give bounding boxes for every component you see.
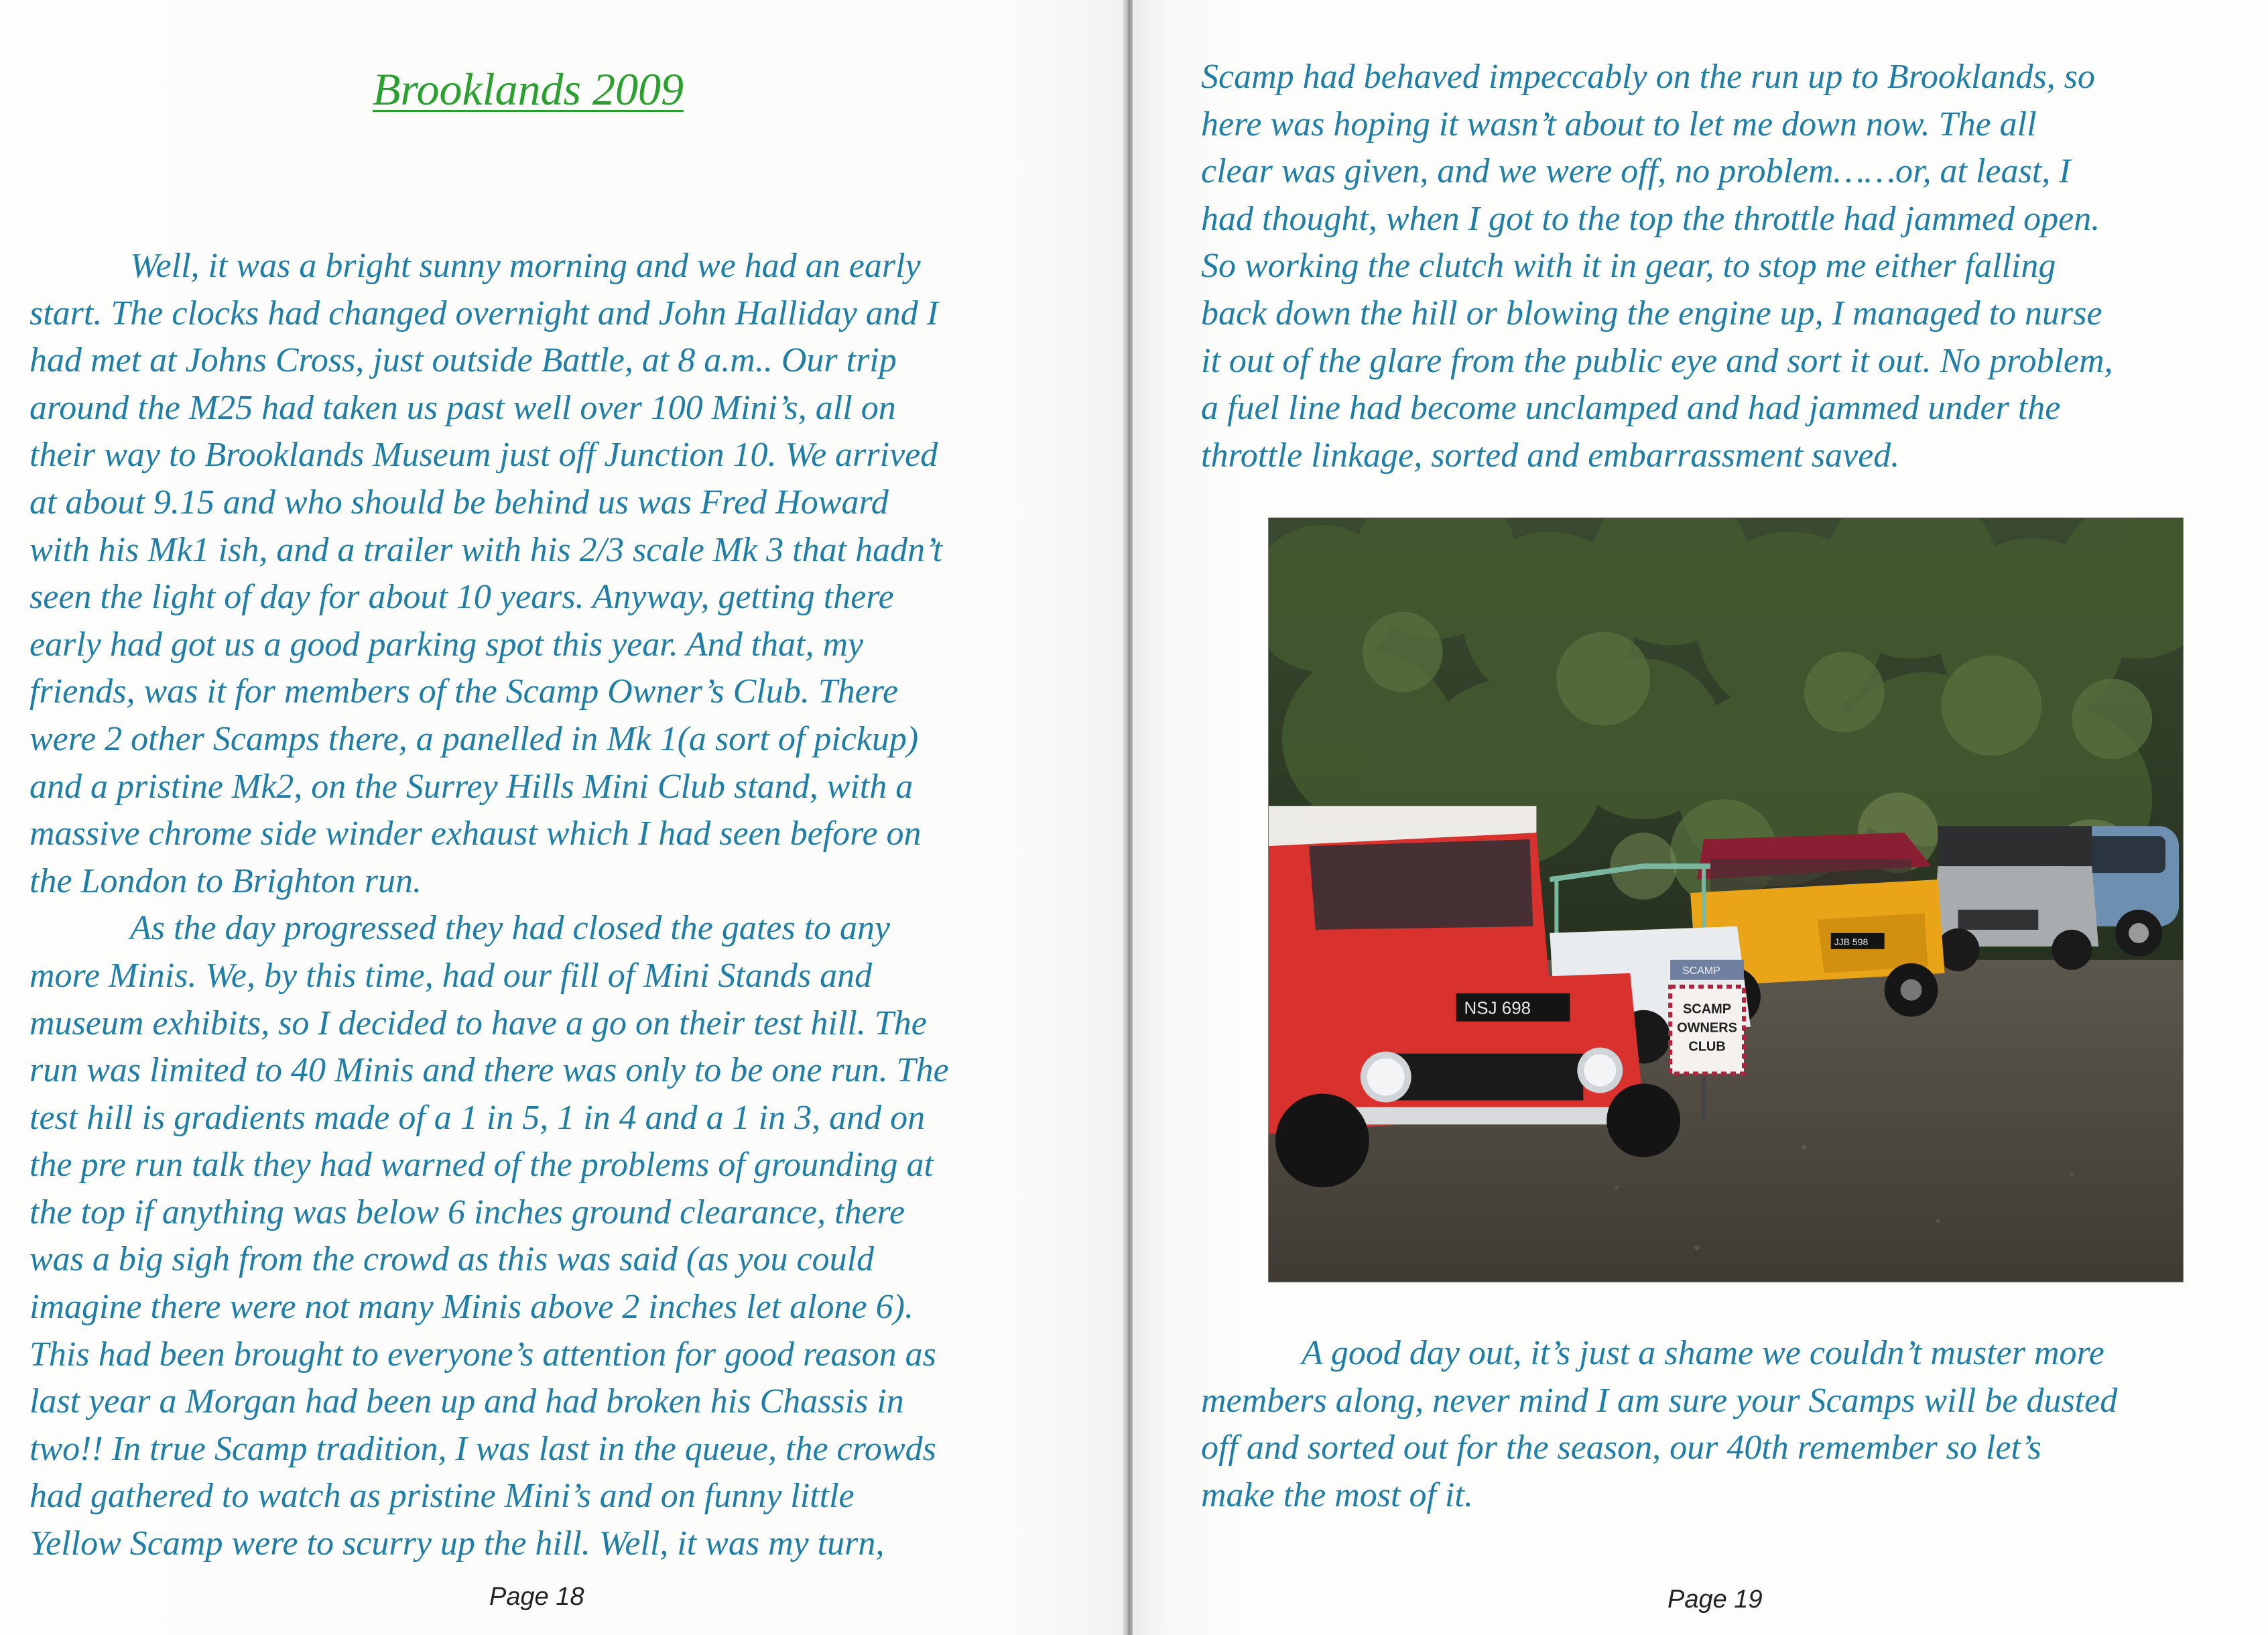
right-body-text-bottom [1201,1330,2117,1519]
text-line: two!! In true Scamp tradition, I was last in the queue, the crowds [29,1429,936,1468]
text-line: with his Mk1 ish, and a trailer with his 2/3 scale Mk 3 that hadn’t [29,530,943,569]
text-line: friends, was it for members of the Scamp Owner’s Club. There [29,672,899,711]
text-line: a fuel line had become unclamped and had jammed under the [1201,389,2061,428]
left-body-text [29,243,949,1568]
text-line: test hill is gradients made of a 1 in 5, 1 in 4 and a 1 in 3, and on [29,1098,926,1137]
white-badge: SCAMP [1682,965,1720,977]
article-title: Brooklands 2009 [373,64,684,115]
text-line: A good day out, it’s just a shame we couldn’t muster more [1302,1334,2104,1372]
text-line: run was limited to 40 Minis and there was only to be one run. The [29,1051,949,1090]
text-line: it out of the glare from the public eye and sort it out. No problem, [1201,341,2113,380]
text-line: members along, never mind I am sure your Scamps will be dusted [1201,1381,2118,1420]
text-line: imagine there were not many Minis above 2 inches let alone 6). [29,1288,914,1327]
text-line: As the day progressed they had closed the gates to any [130,909,891,948]
photo-illustration [1269,518,2183,1282]
red-plate: NSJ 698 [1464,999,1531,1018]
text-line: at about 9.15 and who should be behind us was Fred Howard [29,483,889,522]
text-line: the top if anything was below 6 inches ground clearance, there [29,1193,905,1231]
text-line: seen the light of day for about 10 years. Anyway, getting there [29,578,894,617]
sign-line-1: SCAMP [1683,1002,1732,1017]
scamp-cars-photo [1268,518,2184,1282]
text-line: here was hoping it wasn’t about to let me down now. The all [1201,105,2037,143]
text-line: were 2 other Scamps there, a panelled in Mk 1(a sort of pickup) [29,719,919,758]
text-line: early had got us a good parking spot this year. And that, my [29,625,864,664]
left-page [0,0,1126,1635]
text-line: Yellow Scamp were to scurry up the hill. Well, it was my turn, [29,1524,885,1563]
text-line: last year a Morgan had been up and had broken his Chassis in [29,1382,904,1421]
text-line: the pre run talk they had warned of the problems of grounding at [29,1146,934,1185]
text-line: This had been brought to everyone’s attention for good reason as [29,1335,936,1374]
text-line: massive chrome side winder exhaust which I had seen before on [29,814,922,853]
text-line: clear was given, and we were off, no problem……or, at least, I [1201,152,2071,191]
text-line: throttle linkage, sorted and embarrassment saved. [1201,436,1900,475]
text-line: had thought, when I got to the top the throttle had jammed open. [1201,199,2100,238]
page-number-left: Page 18 [489,1583,584,1611]
text-line: more Minis. We, by this time, had our fill of Mini Stands and [29,956,873,995]
right-body-text-top [1201,54,2113,479]
sign-line-2: OWNERS [1677,1020,1737,1036]
text-line: museum exhibits, so I decided to have a go on their test hill. The [29,1004,927,1042]
text-line: had gathered to watch as pristine Mini’s and on funny little [29,1477,855,1516]
text-line: So working the clutch with it in gear, to stop me either falling [1201,247,2056,286]
text-line: had met at Johns Cross, just outside Battle, at 8 a.m.. Our trip [29,341,897,380]
text-line: off and sorted out for the season, our 40th remember so let’s [1201,1429,2041,1467]
text-line: back down the hill or blowing the engine up, I managed to nurse [1201,294,2102,332]
text-line: Well, it was a bright sunny morning and we had an early [130,247,921,285]
text-line: the London to Brighton run. [29,861,422,900]
text-line: make the most of it. [1201,1475,1473,1514]
text-line: was a big sigh from the crowd as this was said (as you could [29,1240,875,1279]
page-number-right: Page 19 [1667,1585,1763,1614]
text-line: start. The clocks had changed overnight and John Halliday and I [29,294,939,332]
yellow-plate: JJB 598 [1834,936,1869,947]
text-line: around the M25 had taken us past well over 100 Mini’s, all on [29,388,896,427]
text-line: and a pristine Mk2, on the Surrey Hills Mini Club stand, with a [29,767,914,806]
sign-line-3: CLUB [1688,1039,1726,1054]
text-line: Scamp had behaved impeccably on the run up to Brooklands, so [1201,58,2095,96]
text-line: their way to Brooklands Museum just off Junction 10. We arrived [29,436,938,475]
